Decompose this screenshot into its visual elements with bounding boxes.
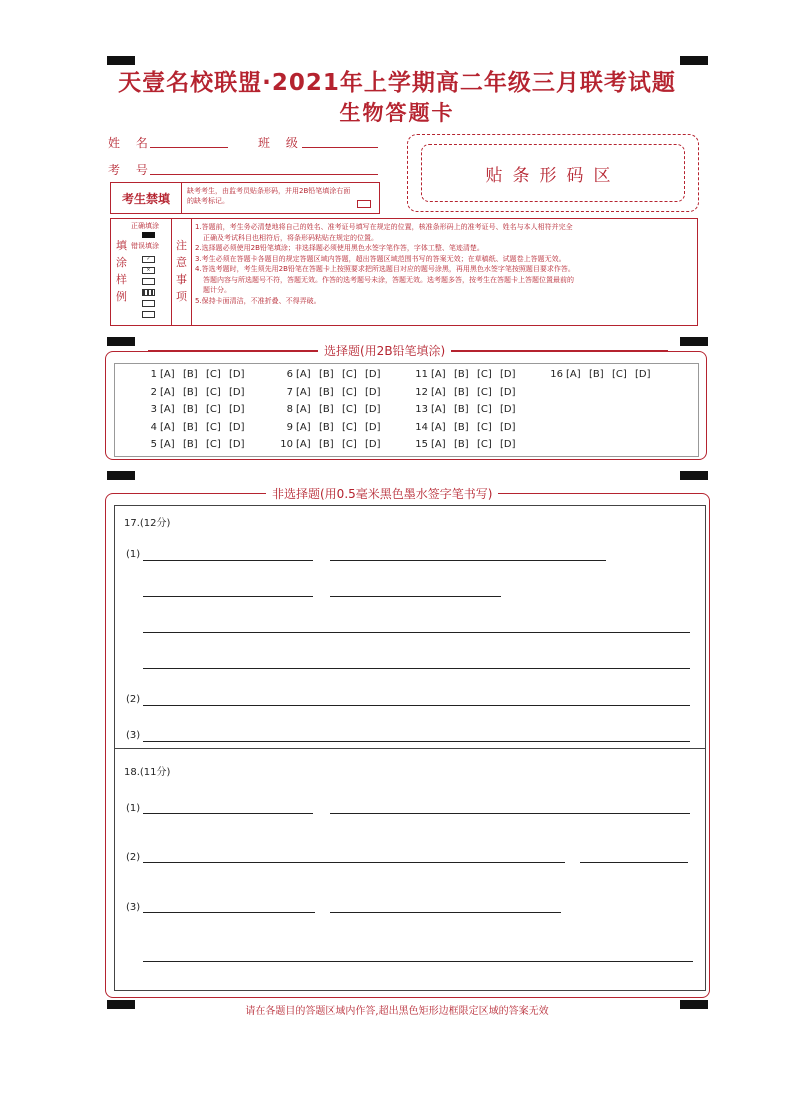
q17-answer-line[interactable]	[143, 632, 690, 633]
notice-list	[195, 222, 695, 306]
q18-label: 18.(11分)	[124, 767, 171, 778]
mcq-option-bubble[interactable]: [A]	[296, 404, 311, 415]
mcq-option-bubble[interactable]: [C]	[206, 439, 221, 450]
notice-item: 5.保持卡面清洁，不准折叠、不得弄破。	[195, 296, 321, 305]
mcq-option-bubble[interactable]: [B]	[454, 369, 469, 380]
mcq-question-number: 4	[150, 421, 157, 433]
absent-note: 缺考考生，由监考员贴条形码，并用2B铅笔填涂右面的缺考标记。	[187, 187, 351, 205]
mcq-option-bubble[interactable]: [D]	[500, 404, 516, 415]
mcq-option-bubble[interactable]: [C]	[342, 369, 357, 380]
q17-sub1-label: (1)	[126, 549, 141, 560]
mcq-option-bubble[interactable]: [C]	[342, 386, 357, 398]
mcq-question-number: 16	[550, 369, 563, 380]
mcq-question-12	[412, 387, 523, 398]
mcq-question-9	[277, 422, 388, 433]
mcq-question-number: 7	[286, 386, 293, 398]
fill-example	[111, 219, 172, 325]
mcq-option-bubble[interactable]: [B]	[454, 439, 469, 450]
mcq-question-number: 2	[150, 386, 157, 398]
mcq-option-bubble[interactable]: [C]	[342, 439, 357, 450]
mcq-option-bubble[interactable]: [D]	[365, 421, 381, 433]
mcq-option-bubble[interactable]: [B]	[319, 404, 334, 415]
q17-answer-line[interactable]	[143, 596, 313, 597]
mcq-option-bubble[interactable]: [C]	[206, 404, 221, 415]
non-mcq-section-title: 非选择题(用0.5毫米黑色墨水签字笔书写)	[266, 485, 498, 502]
mcq-option-bubble[interactable]: [A]	[296, 369, 311, 380]
barcode-label: 贴条形码区	[421, 144, 685, 202]
mcq-question-number: 1	[150, 369, 157, 380]
absent-label: 考生禁填	[111, 183, 182, 213]
barcode-area	[407, 134, 699, 212]
q17-answer-line[interactable]	[143, 668, 690, 669]
mcq-option-bubble[interactable]: [C]	[477, 404, 492, 415]
notice-item: 答题内容与所选题号不符，答题无效。作答的选考题号未涂，答题无效。选考题多答，按考生在答题卡上答题位置最前的	[203, 275, 574, 284]
absent-box	[110, 182, 380, 214]
notice-item: 3.考生必须在答题卡各题目的规定答题区域内答题，超出答题区域范围书写的答案无效；在草稿纸、试题卷上答题无效。	[195, 254, 566, 263]
mcq-option-bubble[interactable]: [B]	[183, 369, 198, 380]
mcq-option-bubble[interactable]: [A]	[296, 386, 311, 398]
q18-answer-line[interactable]	[143, 912, 315, 913]
mcq-option-bubble[interactable]: [C]	[612, 369, 627, 380]
mcq-question-1	[141, 369, 252, 380]
mcq-option-bubble[interactable]: [B]	[183, 439, 198, 450]
correct-fill-sample	[142, 232, 155, 238]
wrong-fill-label: 错误填涂	[131, 242, 159, 250]
mcq-option-bubble[interactable]: [B]	[319, 439, 334, 450]
question-divider	[114, 748, 706, 749]
mcq-option-bubble[interactable]: [C]	[477, 421, 492, 433]
registration-mark	[107, 471, 135, 480]
page-title: 天壹名校联盟·2021年上学期高二年级三月联考试题	[118, 70, 676, 96]
mcq-question-4	[141, 422, 252, 433]
mcq-question-number: 10	[280, 439, 293, 450]
mcq-question-number: 11	[415, 369, 428, 380]
q17-label: 17.(12分)	[124, 518, 171, 529]
mcq-question-15	[412, 439, 523, 450]
notice-item: 4.答选考题时，考生须先用2B铅笔在答题卡上按照要求把所选题目对应的题号涂黑，再用黑色水签字笔按照题目要求作答。	[195, 265, 575, 273]
mcq-option-bubble[interactable]: [A]	[160, 439, 175, 450]
q18-sub2-label: (2)	[126, 852, 141, 863]
mcq-option-bubble[interactable]: [C]	[342, 421, 357, 433]
mcq-option-bubble[interactable]: [D]	[365, 369, 381, 380]
mcq-option-bubble[interactable]: [B]	[183, 386, 198, 398]
mcq-option-bubble[interactable]: [C]	[342, 404, 357, 415]
mcq-option-bubble[interactable]: [C]	[206, 386, 221, 398]
exam-no-field[interactable]	[150, 174, 378, 175]
footer-note: 请在各题目的答题区域内作答,超出黑色矩形边框限定区域的答案无效	[245, 1006, 549, 1017]
mcq-option-bubble[interactable]: [A]	[431, 421, 446, 433]
mcq-option-bubble[interactable]: [A]	[296, 421, 311, 433]
registration-mark	[680, 471, 708, 480]
mcq-option-bubble[interactable]: [B]	[454, 421, 469, 433]
mcq-question-number: 8	[286, 404, 293, 415]
mcq-option-bubble[interactable]: [C]	[206, 369, 221, 380]
mcq-option-bubble[interactable]: [D]	[500, 369, 516, 380]
mcq-question-number: 13	[415, 404, 428, 415]
mcq-option-bubble[interactable]: [A]	[431, 369, 446, 380]
mcq-option-bubble[interactable]: [A]	[160, 369, 175, 380]
mcq-question-number: 6	[286, 369, 293, 380]
mcq-option-bubble[interactable]: [D]	[365, 439, 381, 450]
mcq-option-bubble[interactable]: [A]	[160, 404, 175, 415]
q17-answer-line[interactable]	[143, 741, 690, 742]
mcq-option-bubble[interactable]: [D]	[229, 439, 245, 450]
notice-item: 题计分。	[203, 286, 231, 294]
mcq-question-number: 15	[415, 439, 428, 450]
mcq-option-bubble[interactable]: [C]	[477, 386, 492, 398]
mcq-option-bubble[interactable]: [A]	[431, 439, 446, 450]
mcq-option-bubble[interactable]: [A]	[431, 404, 446, 415]
mcq-question-number: 3	[150, 404, 157, 415]
registration-mark	[680, 337, 708, 346]
mcq-option-bubble[interactable]: [C]	[206, 421, 221, 433]
q17-answer-line[interactable]	[330, 596, 501, 597]
wrong-fill-sample: ✓	[142, 256, 155, 263]
mcq-section-title: 选择题(用2B铅笔填涂)	[318, 342, 451, 359]
mcq-question-13	[412, 404, 523, 415]
page-subtitle: 生物答题卡	[339, 101, 455, 125]
mcq-option-bubble[interactable]: [D]	[500, 439, 516, 450]
q18-sub1-label: (1)	[126, 803, 141, 814]
mcq-option-bubble[interactable]: [B]	[319, 369, 334, 380]
mcq-option-bubble[interactable]: [D]	[229, 421, 245, 433]
mcq-option-bubble[interactable]: [C]	[477, 439, 492, 450]
q17-sub2-label: (2)	[126, 694, 141, 705]
notice-item: 正确及考试科目也相符后，将条形码粘贴在规定的位置。	[203, 233, 378, 242]
notice-item: 1.答题前，考生务必清楚地将自己的姓名、准考证号填写在规定的位置，核准条形码上的准考证号、姓名与本人相符并完全	[195, 223, 573, 231]
mcq-option-bubble[interactable]: [A]	[296, 439, 311, 450]
class-label: 班 级	[258, 136, 304, 150]
q18-answer-line[interactable]	[143, 862, 565, 863]
mcq-option-bubble[interactable]: [B]	[319, 421, 334, 433]
mcq-option-bubble[interactable]: [A]	[160, 421, 175, 433]
q18-answer-line[interactable]	[330, 912, 561, 913]
q17-answer-line[interactable]	[330, 560, 606, 561]
fill-example-title: 填 涂 样 例	[116, 239, 127, 303]
wrong-fill-sample	[142, 289, 155, 296]
mcq-option-bubble[interactable]: [B]	[454, 404, 469, 415]
mcq-question-11	[412, 369, 523, 380]
mcq-option-bubble[interactable]: [D]	[229, 386, 245, 398]
mcq-option-bubble[interactable]: [B]	[454, 386, 469, 398]
mcq-option-bubble[interactable]: [D]	[365, 386, 381, 398]
name-label: 姓 名	[108, 136, 154, 150]
mcq-option-bubble[interactable]: [A]	[566, 369, 581, 380]
mcq-option-bubble[interactable]: [D]	[500, 421, 516, 433]
instructions-box	[110, 218, 698, 326]
q17-sub3-label: (3)	[126, 730, 141, 741]
wrong-fill-sample: ×	[142, 267, 155, 274]
class-field[interactable]	[302, 147, 378, 148]
mcq-question-2	[141, 387, 252, 398]
q18-answer-line[interactable]	[143, 813, 313, 814]
mcq-question-number: 5	[150, 439, 157, 450]
mcq-option-bubble[interactable]: [D]	[229, 404, 245, 415]
mcq-question-5	[141, 439, 252, 450]
wrong-fill-sample	[142, 278, 155, 285]
mcq-question-number: 9	[286, 421, 293, 433]
mcq-option-bubble[interactable]: [D]	[365, 404, 381, 415]
mcq-question-16	[547, 369, 658, 380]
exam-no-label: 考 号	[108, 163, 154, 177]
mcq-option-bubble[interactable]: [B]	[183, 404, 198, 415]
absent-mark-checkbox[interactable]	[357, 200, 371, 208]
mcq-question-10	[277, 439, 388, 450]
notice-title: 注 意 事 项	[173, 219, 192, 325]
correct-fill-label: 正确填涂	[131, 222, 159, 230]
q18-answer-line[interactable]	[143, 961, 693, 962]
mcq-question-number: 12	[415, 386, 428, 398]
notice-item: 2.选择题必须使用2B铅笔填涂；非选择题必须使用黑色水签字笔作答，字体工整、笔迹清楚。	[195, 244, 484, 252]
mcq-option-bubble[interactable]: [C]	[477, 369, 492, 380]
mcq-question-number: 14	[415, 421, 428, 433]
registration-mark	[107, 337, 135, 346]
wrong-fill-sample	[142, 300, 155, 307]
mcq-option-bubble[interactable]: [D]	[500, 386, 516, 398]
mcq-question-8	[277, 404, 388, 415]
mcq-option-bubble[interactable]: [A]	[431, 386, 446, 398]
mcq-option-bubble[interactable]: [A]	[160, 386, 175, 398]
mcq-question-3	[141, 404, 252, 415]
mcq-question-14	[412, 422, 523, 433]
mcq-option-bubble[interactable]: [B]	[319, 386, 334, 398]
mcq-option-bubble[interactable]: [D]	[229, 369, 245, 380]
q18-sub3-label: (3)	[126, 902, 141, 913]
mcq-option-bubble[interactable]: [B]	[183, 421, 198, 433]
q17-answer-line[interactable]	[143, 560, 313, 561]
mcq-option-bubble[interactable]: [D]	[635, 369, 651, 380]
name-field[interactable]	[150, 147, 228, 148]
q18-answer-line[interactable]	[580, 862, 688, 863]
mcq-option-bubble[interactable]: [B]	[589, 369, 604, 380]
q17-answer-line[interactable]	[143, 705, 690, 706]
q18-answer-line[interactable]	[330, 813, 690, 814]
mcq-question-7	[277, 387, 388, 398]
mcq-question-6	[277, 369, 388, 380]
wrong-fill-sample	[142, 311, 155, 318]
